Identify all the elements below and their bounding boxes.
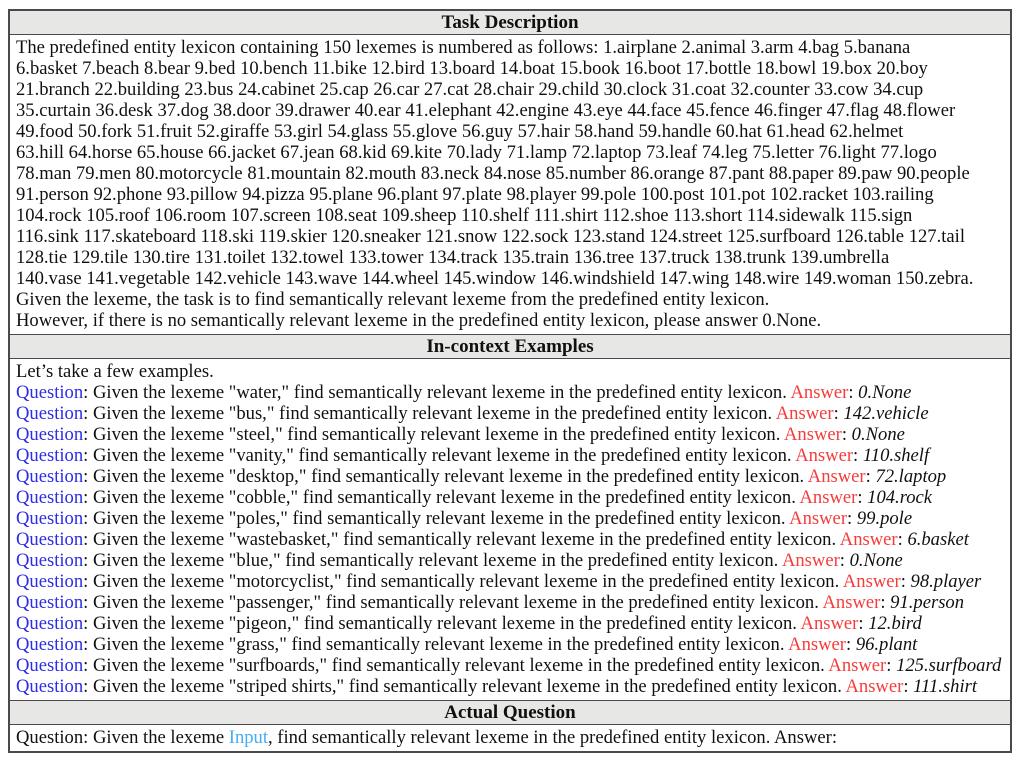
question-label: Question [16, 592, 84, 613]
label-separator: : [83, 676, 93, 697]
label-separator: : [886, 655, 897, 676]
actual-question-title: Actual Question [444, 702, 576, 723]
answer-label: Answer [845, 676, 904, 697]
question-label: Question [16, 571, 84, 592]
task-description-title: Task Description [441, 12, 579, 33]
task-line: 104.rock 105.roof 106.room 107.screen 108.seat 109.sheep 110.shelf 111.shirt 112.shoe 113.short 114.sidewalk 115.sign [16, 205, 913, 226]
question-text: Given the lexeme "surfboards," find semantically relevant lexeme in the predefined entity lexicon. [92, 655, 825, 676]
task-line: The predefined entity lexicon containing 150 lexemes is numbered as follows: 1.airplane 2.animal 3.arm 4.bag 5.banana [16, 37, 911, 58]
question-label: Question [16, 403, 84, 424]
answer-value: 110.shelf [862, 445, 930, 466]
examples-intro: Let’s take a few examples. [16, 361, 214, 382]
answer-value: 125.surfboard [896, 655, 1002, 676]
task-line: 21.branch 22.building 23.bus 24.cabinet 25.cap 26.car 27.cat 28.chair 29.child 30.clock 31.coat 32.counter 33.cow 34.cup [16, 79, 924, 100]
question-label: Question [16, 508, 84, 529]
label-separator: : [83, 529, 93, 550]
task-line: 63.hill 64.horse 65.house 66.jacket 67.jean 68.kid 69.kite 70.lady 71.lamp 72.laptop 73.leaf 74.leg 75.letter 76.light 77.logo [16, 142, 937, 163]
task-line: 140.vase 141.vegetable 142.vehicle 143.wave 144.wheel 145.window 146.windshield 147.wing 148.wire 149.woman 150.zebra. [16, 268, 974, 289]
answer-label: Answer [839, 529, 898, 550]
actual-question-suffix: , find semantically relevant lexeme in the predefined entity lexicon. Answer: [268, 727, 837, 748]
label-separator: : [865, 466, 876, 487]
question-text: Given the lexeme "poles," find semantically relevant lexeme in the predefined entity lexicon. [92, 508, 786, 529]
task-line: 128.tie 129.tile 130.tire 131.toilet 132.towel 133.tower 134.track 135.train 136.tree 137.truck 138.trunk 139.umbrella [16, 247, 890, 268]
input-placeholder-token: Input [228, 727, 268, 748]
question-label: Question [16, 445, 84, 466]
answer-value: 0.None [849, 550, 903, 571]
answer-value: 96.plant [855, 634, 918, 655]
label-separator: : [841, 424, 852, 445]
answer-value: 98.player [910, 571, 982, 592]
answer-value: 104.rock [867, 487, 933, 508]
example-line [16, 655, 1005, 676]
question-text: Given the lexeme "cobble," find semantically relevant lexeme in the predefined entity lexicon. [92, 487, 796, 508]
task-line: 35.curtain 36.desk 37.dog 38.door 39.drawer 40.ear 41.elephant 42.engine 43.eye 44.face 45.fence 46.finger 47.flag 48.flower [16, 100, 956, 121]
examples-rows [16, 382, 1005, 697]
label-separator: : [845, 634, 856, 655]
answer-value: 91.person [890, 592, 965, 613]
example-line [16, 424, 1005, 445]
task-line: 116.sink 117.skateboard 118.ski 119.skier 120.sneaker 121.snow 122.sock 123.stand 124.street 125.surfboard 126.table 127.tail [16, 226, 965, 247]
task-line: 91.person 92.phone 93.pillow 94.pizza 95.plane 96.plant 97.plate 98.player 99.pole 100.post 101.pot 102.racket 103.railing [16, 184, 934, 205]
question-label: Question [16, 466, 84, 487]
question-text: Given the lexeme "pigeon," find semantically relevant lexeme in the predefined entity lexicon. [92, 613, 797, 634]
question-text: Given the lexeme "blue," find semantically relevant lexeme in the predefined entity lexicon. [92, 550, 779, 571]
example-line [16, 466, 1005, 487]
question-label: Question [16, 550, 84, 571]
question-text: Given the lexeme "vanity," find semantically relevant lexeme in the predefined entity lexicon. [92, 445, 792, 466]
label-separator: : [83, 382, 93, 403]
question-text: Given the lexeme "desktop," find semantically relevant lexeme in the predefined entity lexicon. [92, 466, 805, 487]
answer-value: 111.shirt [913, 676, 978, 697]
question-label: Question [16, 613, 84, 634]
prompt-template-table [8, 9, 1012, 753]
example-line [16, 508, 1005, 529]
question-label: Question [16, 634, 84, 655]
question-label: Question [16, 487, 84, 508]
label-separator: : [83, 571, 93, 592]
example-line [16, 403, 1005, 424]
example-line [16, 529, 1005, 550]
actual-question-line [16, 727, 1005, 748]
answer-value: 6.basket [907, 529, 969, 550]
answer-label: Answer [828, 655, 887, 676]
example-line [16, 676, 1005, 697]
question-text: Given the lexeme "striped shirts," find semantically relevant lexeme in the predefined entity lexicon. [92, 676, 842, 697]
task-line: However, if there is no semantically relevant lexeme in the predefined entity lexicon, please answer 0.None. [16, 310, 822, 331]
answer-value: 0.None [858, 382, 912, 403]
example-line [16, 382, 1005, 403]
label-separator: : [83, 403, 93, 424]
label-separator: : [847, 508, 857, 529]
label-separator: : [857, 487, 868, 508]
answer-label: Answer [788, 634, 846, 655]
label-separator: : [83, 655, 93, 676]
label-separator: : [83, 550, 93, 571]
answer-label: Answer [784, 424, 842, 445]
question-text: Given the lexeme "passenger," find semantically relevant lexeme in the predefined entity lexicon. [92, 592, 819, 613]
answer-value: 0.None [851, 424, 905, 445]
section-header-task-description [10, 11, 1010, 35]
label-separator: : [880, 592, 891, 613]
answer-label: Answer [775, 403, 834, 424]
label-separator: : [83, 445, 93, 466]
question-label: Question [16, 676, 84, 697]
label-separator: : [83, 634, 93, 655]
label-separator: : [83, 508, 93, 529]
answer-label: Answer [842, 571, 901, 592]
label-separator: : [853, 445, 863, 466]
answer-label: Answer [800, 613, 859, 634]
label-separator: : [897, 529, 908, 550]
label-separator: : [903, 676, 914, 697]
answer-label: Answer [795, 445, 854, 466]
answer-value: 72.laptop [875, 466, 947, 487]
label-separator: : [83, 424, 93, 445]
answer-label: Answer [781, 550, 840, 571]
section-header-in-context-examples [10, 334, 1010, 359]
question-text: Given the lexeme "bus," find semantically relevant lexeme in the predefined entity lexicon. [92, 403, 773, 424]
answer-label: Answer [789, 508, 848, 529]
question-text: Given the lexeme "water," find semantically relevant lexeme in the predefined entity lexicon. [92, 382, 787, 403]
answer-label: Answer [790, 382, 849, 403]
label-separator: : [839, 550, 850, 571]
question-text: Given the lexeme "wastebasket," find semantically relevant lexeme in the predefined entity lexicon. [92, 529, 837, 550]
label-separator: : [900, 571, 911, 592]
answer-label: Answer [799, 487, 858, 508]
example-line [16, 550, 1005, 571]
example-line [16, 613, 1005, 634]
answer-value: 12.bird [868, 613, 922, 634]
section-header-actual-question [10, 700, 1010, 725]
example-line [16, 445, 1005, 466]
question-label: Question [16, 424, 84, 445]
label-separator: : [83, 592, 93, 613]
actual-question-prefix: Question: Given the lexeme [16, 727, 229, 748]
example-line [16, 634, 1005, 655]
label-separator: : [83, 466, 93, 487]
in-context-examples-title: In-context Examples [426, 336, 594, 357]
answer-label: Answer [822, 592, 881, 613]
answer-label: Answer [807, 466, 866, 487]
example-line [16, 592, 1005, 613]
question-label: Question [16, 655, 84, 676]
task-description-body [10, 35, 1010, 334]
actual-question-body [10, 725, 1010, 751]
label-separator: : [833, 403, 844, 424]
question-label: Question [16, 382, 84, 403]
task-line: 49.food 50.fork 51.fruit 52.giraffe 53.girl 54.glass 55.glove 56.guy 57.hair 58.hand 59.handle 60.hat 61.head 62.helmet [16, 121, 904, 142]
question-label: Question [16, 529, 84, 550]
task-line: Given the lexeme, the task is to find semantically relevant lexeme from the predefined entity lexicon. [16, 289, 770, 310]
example-line [16, 571, 1005, 592]
question-text: Given the lexeme "motorcyclist," find semantically relevant lexeme in the predefined entity lexicon. [92, 571, 840, 592]
question-text: Given the lexeme "grass," find semantically relevant lexeme in the predefined entity lexicon. [92, 634, 785, 655]
answer-value: 142.vehicle [843, 403, 929, 424]
task-line: 78.man 79.men 80.motorcycle 81.mountain 82.mouth 83.neck 84.nose 85.number 86.orange 87.pant 88.paper 89.paw 90.people [16, 163, 970, 184]
label-separator: : [83, 487, 93, 508]
example-line [16, 487, 1005, 508]
answer-value: 99.pole [856, 508, 913, 529]
label-separator: : [858, 613, 869, 634]
task-line: 6.basket 7.beach 8.bear 9.bed 10.bench 11.bike 12.bird 13.board 14.boat 15.book 16.boot 17.bottle 18.bowl 19.box 20.boy [16, 58, 928, 79]
in-context-examples-body [10, 359, 1010, 700]
label-separator: : [83, 613, 93, 634]
label-separator: : [848, 382, 859, 403]
question-text: Given the lexeme "steel," find semantically relevant lexeme in the predefined entity lexicon. [92, 424, 781, 445]
